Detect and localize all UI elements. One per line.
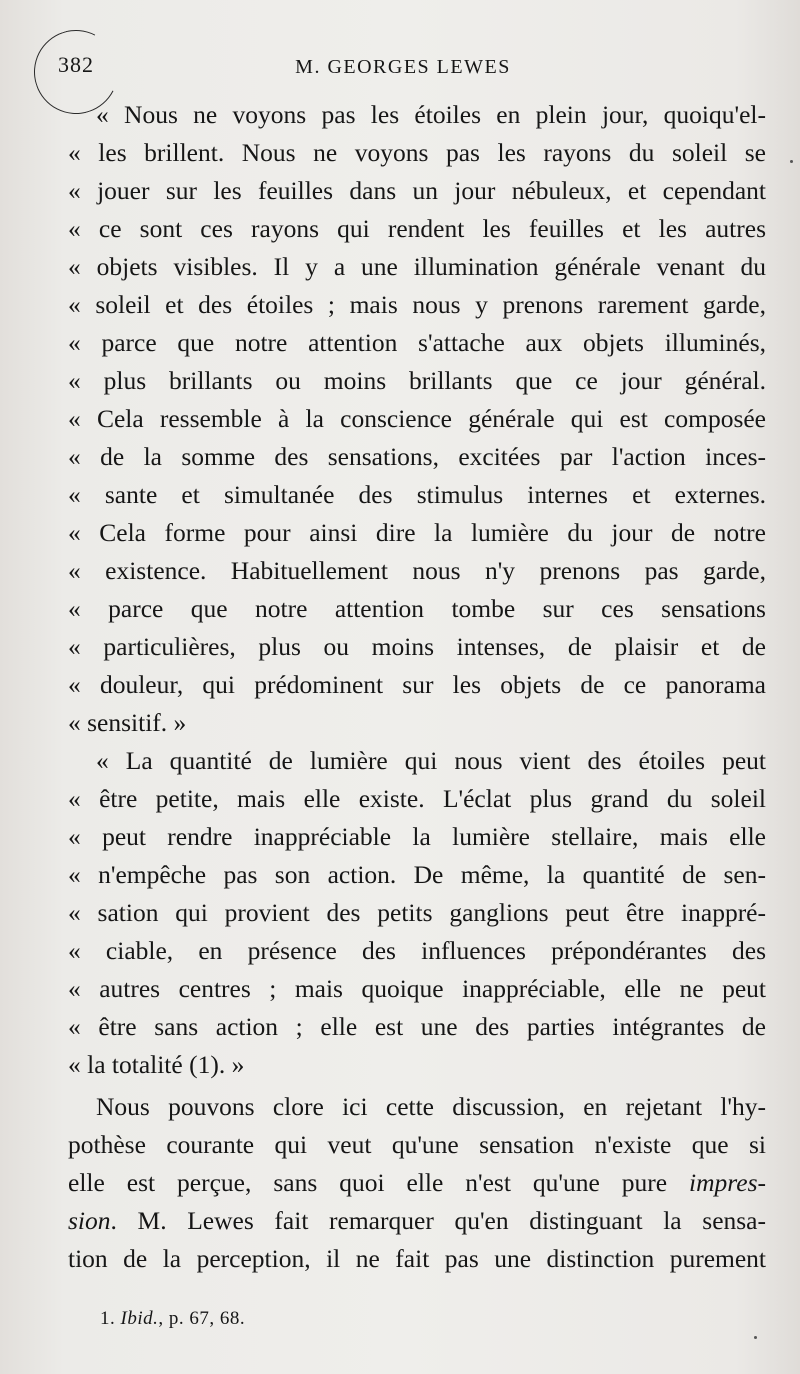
text-line: « être petite, mais elle existe. L'éclat plus grand du soleil xyxy=(68,784,766,813)
text-line: « particulières, plus ou moins intenses, de plaisir et de xyxy=(68,632,766,661)
text-line: « sation qui provient des petits ganglions peut être inappré- xyxy=(68,898,766,927)
italic-run: sion xyxy=(68,1206,111,1235)
text-line: « parce que notre attention s'attache aux objets illuminés, xyxy=(68,328,766,357)
text-line: « Cela forme pour ainsi dire la lumière du jour de notre xyxy=(68,518,766,547)
text-line: « n'empêche pas son action. De même, la quantité de sen- xyxy=(68,860,766,889)
body-paragraph xyxy=(68,1088,766,1278)
text-line: « sensitif. » xyxy=(68,708,187,737)
text-run: elle est perçue, sans quoi elle n'est qu'une pure xyxy=(68,1168,690,1197)
text-line: « objets visibles. Il y a une illumination générale venant du xyxy=(68,252,766,281)
footnote-number: 1. xyxy=(100,1308,116,1329)
text-line: « soleil et des étoiles ; mais nous y prenons rarement garde, xyxy=(68,290,766,319)
text-line: « La quantité de lumière qui nous vient des étoiles peut xyxy=(96,746,766,775)
text-line xyxy=(68,1202,766,1240)
text-line: « Cela ressemble à la conscience générale qui est composée xyxy=(68,404,766,433)
text-run: . M. Lewes fait remarquer qu'en distinguant la sensa- xyxy=(110,1206,766,1235)
paper-speck xyxy=(790,160,793,163)
text-line: « ce sont ces rayons qui rendent les feuilles et les autres xyxy=(68,214,766,243)
text-line xyxy=(68,1164,766,1202)
text-line: « autres centres ; mais quoique inappréciable, elle ne peut xyxy=(68,974,766,1003)
quote-block-1 xyxy=(68,96,766,742)
text-line: « être sans action ; elle est une des parties intégrantes de xyxy=(68,1012,766,1041)
text-line: « peut rendre inappréciable la lumière stellaire, mais elle xyxy=(68,822,766,851)
text-line: Nous pouvons clore ici cette discussion, en rejetant l'hy- xyxy=(96,1092,766,1121)
body-text xyxy=(68,96,766,1278)
text-line: « les brillent. Nous ne voyons pas les rayons du soleil se xyxy=(68,138,766,167)
footnote xyxy=(100,1308,245,1330)
running-head: M. GEORGES LEWES xyxy=(295,56,511,78)
text-line: « la totalité (1). » xyxy=(68,1050,245,1079)
text-line: « jouer sur les feuilles dans un jour nébuleux, et cependant xyxy=(68,176,766,205)
text-line: « de la somme des sensations, excitées par l'action inces- xyxy=(68,442,766,471)
quote-block-2 xyxy=(68,742,766,1084)
page-number: 382 xyxy=(58,52,94,77)
footnote-reference: Ibid. xyxy=(120,1308,159,1329)
text-line: tion de la perception, il ne fait pas une distinction purement xyxy=(68,1244,766,1273)
text-line: « plus brillants ou moins brillants que ce jour général. xyxy=(68,366,766,395)
footnote-pages: , p. 67, 68. xyxy=(158,1308,246,1329)
text-line: « Nous ne voyons pas les étoiles en plein jour, quoiqu'el- xyxy=(96,100,766,129)
text-line: « parce que notre attention tombe sur ces sensations xyxy=(68,594,766,623)
text-line: « douleur, qui prédominent sur les objets de ce panorama xyxy=(68,670,766,699)
text-line: « sante et simultanée des stimulus internes et externes. xyxy=(68,480,766,509)
text-line: « existence. Habituellement nous n'y prenons pas garde, xyxy=(68,556,766,585)
paper-speck xyxy=(754,1336,757,1339)
text-line: « ciable, en présence des influences prépondérantes des xyxy=(68,936,766,965)
text-line: pothèse courante qui veut qu'une sensation n'existe que si xyxy=(68,1130,766,1159)
italic-run: impres- xyxy=(689,1168,766,1197)
